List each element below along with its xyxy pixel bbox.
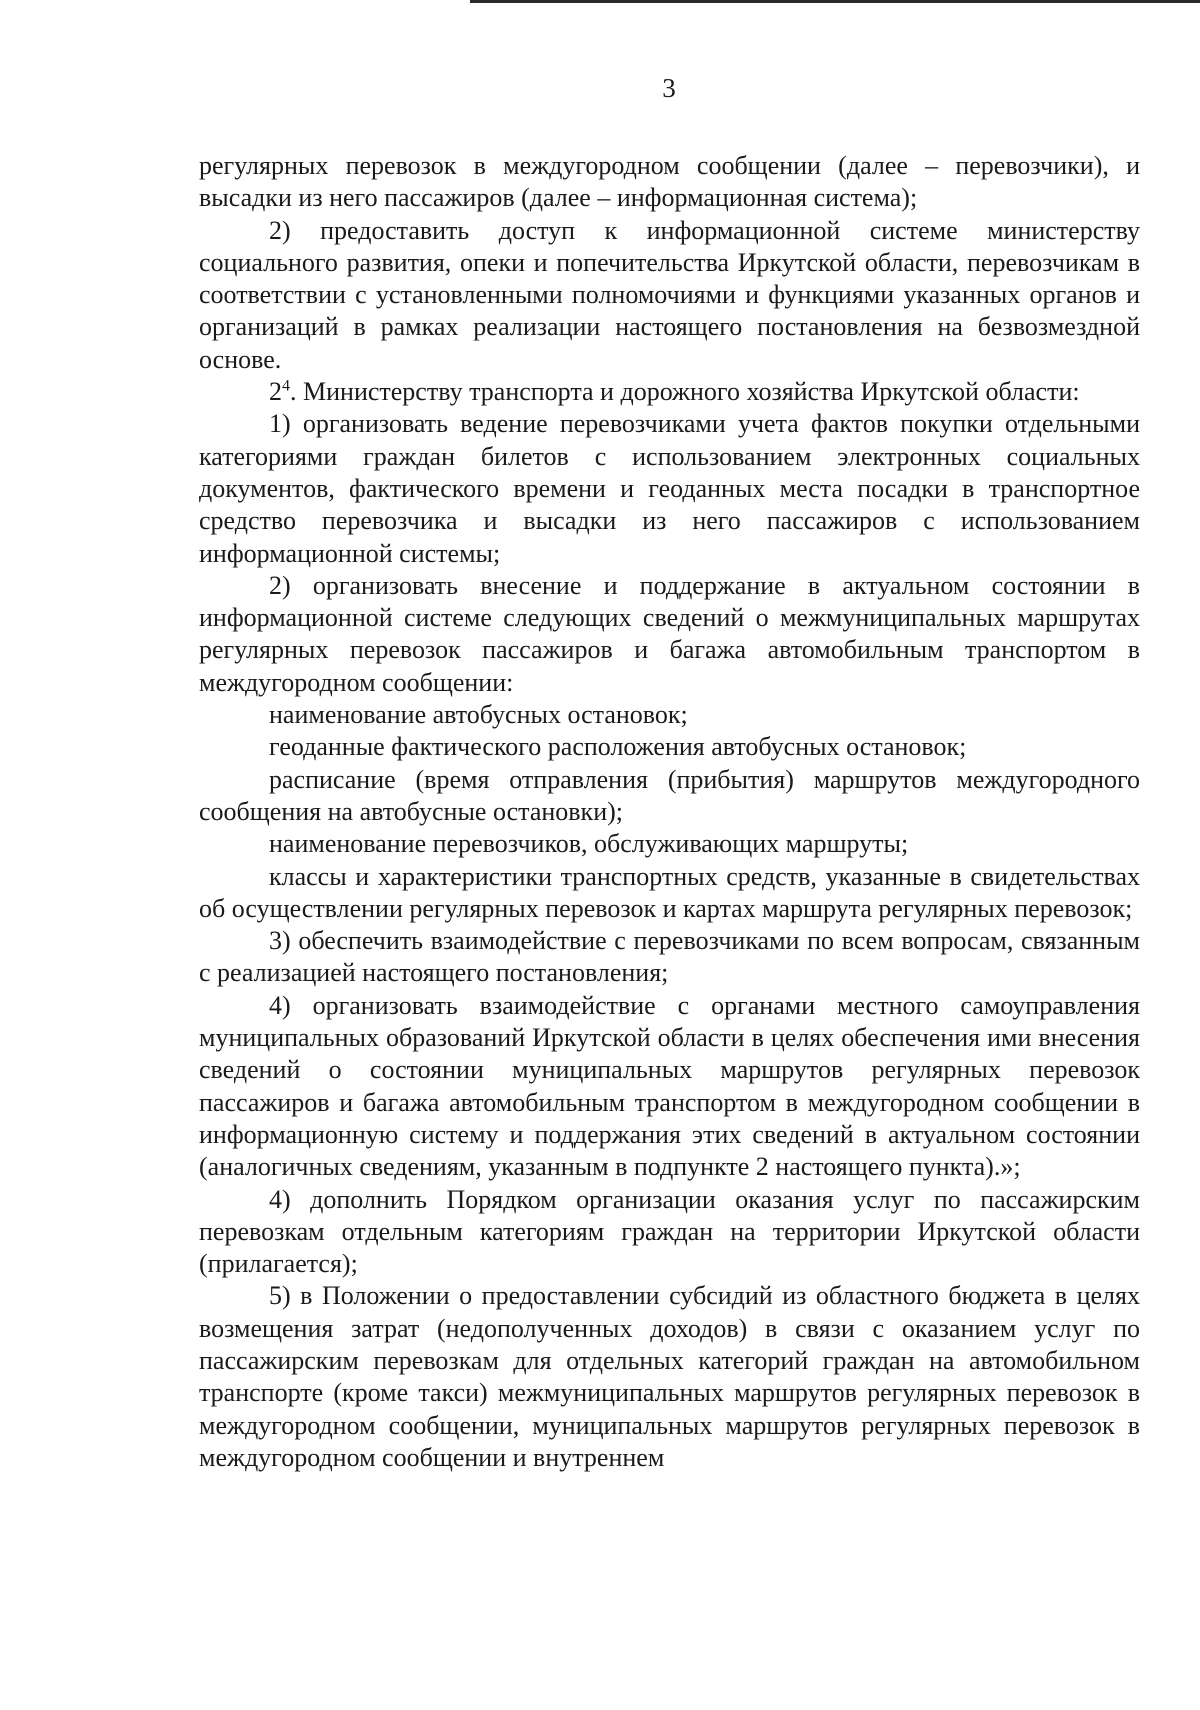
list-item-carriers: наименование перевозчиков, обслуживающих маршруты; — [269, 829, 909, 859]
paragraph-item-4-local-government: 4) организовать взаимодействие с органами местного самоуправления муниципальных образований Иркутской области в целях обеспечения ими внесения сведений о состоянии муниципальных маршрутов регулярных перевозок пассажиров и багажа автомобильным транспортом в междугородном сообщении в информационную систему и поддержания этих сведений в актуальном состоянии (аналогичных сведениям, указанным в подпункте 2 настоящего пункта).»; — [199, 990, 1140, 1182]
page-number: 3 — [662, 73, 676, 103]
paragraph-continuation: регулярных перевозок в междугородном сообщении (далее – перевозчики), и высадки из него пассажиров (далее – информационная система); — [199, 151, 1140, 213]
list-item-schedule: расписание (время отправления (прибытия) маршрутов междугородного сообщения на автобусные остановки); — [199, 764, 1140, 826]
paragraph-item-2-access: 2) предоставить доступ к информационной системе министерству социального развития, опеки и попечительства Иркутской области, перевозчикам в соответствии с установленными полномочиями и функциями указанных органов и организаций в рамках реализации настоящего постановления на безвозмездной основе. — [199, 215, 1140, 374]
paragraph-item-2-routes: 2) организовать внесение и поддержание в актуальном состоянии в информационной системе следующих сведений о межмуниципальных маршрутах регулярных перевозок пассажиров и багажа автомобильным транспортом в междугородном сообщении: — [199, 570, 1140, 697]
paragraph-item-1-accounting: 1) организовать ведение перевозчиками учета фактов покупки отдельными категориями граждан билетов с использованием электронных социальных документов, фактического времени и геоданных места посадки в транспортное средство перевозчика и высадки из него пассажиров с использованием информационной системы; — [199, 409, 1140, 568]
paragraph-clause-2-4 — [199, 376, 1140, 408]
clause-superscript: 4 — [282, 377, 290, 395]
document-body — [199, 150, 1140, 1474]
paragraph-item-4-procedure: 4) дополнить Порядком организации оказания услуг по пассажирским перевозкам отдельным категориям граждан на территории Иркутской области (прилагается); — [199, 1184, 1140, 1279]
list-item-vehicle-classes: классы и характеристики транспортных средств, указанные в свидетельствах об осуществлении регулярных перевозок и картах маршрута регулярных перевозок; — [199, 861, 1140, 923]
clause-text: . Министерству транспорта и дорожного хозяйства Иркутской области: — [290, 377, 1080, 407]
list-item-stop-names: наименование автобусных остановок; — [269, 700, 688, 730]
paragraph-item-5-subsidies: 5) в Положении о предоставлении субсидий из областного бюджета в целях возмещения затрат (недополученных доходов) в связи с оказанием услуг по пассажирским перевозкам для отдельных категорий граждан на автомобильном транспорте (кроме такси) межмуниципальных маршрутов регулярных перевозок в междугородном сообщении, муниципальных маршрутов регулярных перевозок в междугородном сообщении и внутреннем — [199, 1281, 1140, 1472]
clause-number: 2 — [269, 377, 282, 407]
paragraph-item-3-interaction: 3) обеспечить взаимодействие с перевозчиками по всем вопросам, связанным с реализацией настоящего постановления; — [199, 926, 1140, 988]
list-item-stop-geodata: геоданные фактического расположения автобусных остановок; — [269, 732, 967, 762]
top-border-line — [470, 0, 1200, 3]
